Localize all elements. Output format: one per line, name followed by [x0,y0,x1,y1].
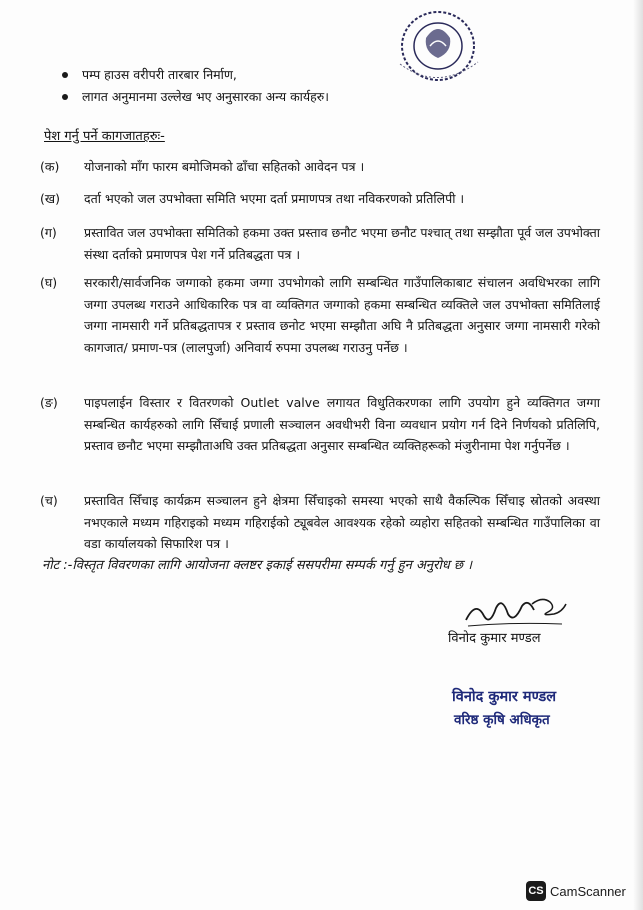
item-marker: (च) [40,493,58,508]
note-text: नोट :-विस्तृत विवरणका लागि आयोजना क्लष्टर इकाई ससपरीमा सम्पर्क गर्नु हुन अनुरोध छ । [42,558,473,573]
bullet-item [60,86,480,108]
bullet-text: पम्प हाउस वरीपरी तारबार निर्माण, [82,67,237,82]
bullet-text: लागत अनुमानमा उल्लेख भए अनुसारका अन्य कार्यहरु। [82,89,330,104]
bullet-item [60,64,480,86]
camscanner-logo-icon: CS [526,881,546,901]
page-edge-shadow [633,0,643,910]
item-marker: (क) [40,159,60,174]
camscanner-label: CamScanner [550,883,626,899]
item-text: सरकारी/सार्वजनिक जग्गाको हकमा जग्गा उपभोगको लागि सम्बन्धित गाउँपालिकाबाट संचालन अवधिभरका लागि जग्गा उपलब्ध गराउने आधिकारिक पत्र वा व्यक्तिगत जग्गाको हकमा सम्बन्धित व्यक्तिले जल उपभोक्ता समितिलाई जग्गा नामसारी गर्ने प्रतिबद्धतापत्र र प्रस्ताव छनोट भएमा सम्झौता अघि नै प्रतिबद्धता अनुसार जग्गा नामसारी गरेको कागजात/ प्रमाण-पत्र (लालपुर्जा) अनिवार्य रुपमा उपलब्ध गराउनु पर्नेछ । [84,275,600,355]
item-text: प्रस्तावित सिँचाइ कार्यक्रम सञ्चालन हुने क्षेत्रमा सिँचाइको समस्या भएको साथै वैकल्पिक सिँचाइ स्रोतको अवस्था नभएकाले मध्यम गहिराइको मध्यम गहिराईको ट्यूबवेल आवश्यक रहेको व्यहोरा सहितको सम्बन्धित गाउँपालिका वा वडा कार्यालयको सिफारिश पत्र । [84,493,600,551]
handwritten-signature-icon [462,590,572,630]
item-text: पाइपलाईन विस्तार र वितरणको Outlet valve लगायत विधुतिकरणका लागि उपयोग हुने व्यक्तिगत जग्गा सम्बन्धित कार्यहरुको लागि सिँचाई प्रणाली सञ्चालन अवधीभरी विना व्यवधान प्रयोग गर्न दिने निर्णयको प्रतिलिपि, प्रस्ताव छनौट भएमा सम्झौताअघि उक्त प्रतिबद्धता अनुसार सम्बन्धित व्यक्तिहरूको मंजुरीनामा पेश गर्नुपर्नेछ । [84,395,600,453]
item-text: प्रस्तावित जल उपभोक्ता समितिको हकमा उक्त प्रस्ताव छनौट भएमा छनौट पश्चात् तथा सम्झौता पूर्व जल उपभोक्ता संस्था दर्ताको प्रमाणपत्र पेश गर्ने प्रतिबद्धता पत्र । [84,225,600,262]
item-text: दर्ता भएको जल उपभोक्ता समिति भएमा दर्ता प्रमाणपत्र तथा नविकरणको प्रतिलिपी । [84,191,465,206]
section-title: पेश गर्नु पर्ने कागजातहरुः- [44,129,165,144]
item-marker: (ख) [40,191,60,206]
item-marker: (ङ) [40,395,58,410]
bullet-list [60,64,480,108]
item-marker: (घ) [40,275,58,290]
signer-name: विनोद कुमार मण्डल [448,631,541,646]
item-text: योजनाको माँग फारम बमोजिमको ढाँचा सहितको आवेदन पत्र । [84,159,365,174]
bullet-dot-icon [62,94,68,100]
stamp-name: विनोद कुमार मण्डल [452,689,557,705]
bullet-dot-icon [62,72,68,78]
item-marker: (ग) [40,225,57,240]
stamp-title: वरिष्ठ कृषि अधिकृत [454,712,550,728]
camscanner-watermark [526,880,626,902]
